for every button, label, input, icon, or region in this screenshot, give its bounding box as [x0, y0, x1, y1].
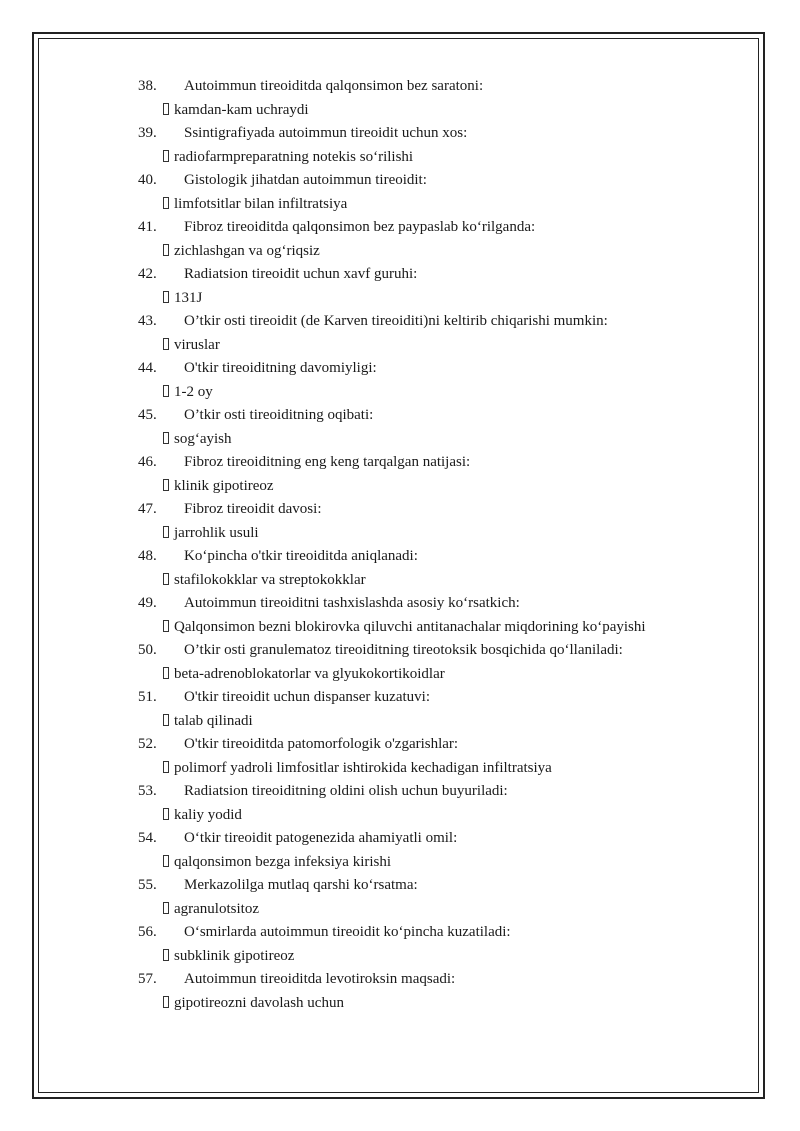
- question-line: [138, 968, 738, 992]
- question-line: [138, 733, 738, 757]
- answer-text: 1-2 oy: [174, 383, 213, 400]
- answer-text: sog‘ayish: [174, 430, 232, 447]
- question-text: O'tkir tireoidit uchun dispanser kuzatuvi:: [184, 689, 430, 705]
- answer-line: [138, 522, 738, 546]
- question-number: 46.: [138, 454, 157, 470]
- question-item: [138, 122, 738, 169]
- question-item: [138, 263, 738, 310]
- answer-line: [138, 99, 738, 123]
- question-item: [138, 498, 738, 545]
- answer-line: [138, 898, 738, 922]
- answer-text: kaliy yodid: [174, 806, 242, 823]
- checkbox-glyph-icon: [163, 996, 169, 1008]
- question-line: [138, 639, 738, 663]
- question-number: 55.: [138, 877, 157, 893]
- answer-text: agranulotsitoz: [174, 900, 259, 917]
- checkbox-glyph-icon: [163, 949, 169, 961]
- question-item: [138, 874, 738, 921]
- question-item: [138, 404, 738, 451]
- checkbox-glyph-icon: [163, 385, 169, 397]
- checkbox-glyph-icon: [163, 244, 169, 256]
- answer-line: [138, 804, 738, 828]
- answer-text: 131J: [174, 289, 203, 306]
- answer-text: polimorf yadroli limfositlar ishtirokida kechadigan infiltratsiya: [174, 759, 552, 776]
- question-number: 51.: [138, 689, 157, 705]
- question-text: Gistologik jihatdan autoimmun tireoidit:: [184, 172, 427, 188]
- answer-text: stafilokokklar va streptokokklar: [174, 571, 366, 588]
- question-line: [138, 263, 738, 287]
- checkbox-glyph-icon: [163, 526, 169, 538]
- question-text: O’tkir osti tireoidit (de Karven tireoiditi)ni keltirib chiqarishi mumkin:: [184, 313, 608, 329]
- answer-text: beta-adrenoblokatorlar va glyukokortikoidlar: [174, 665, 445, 682]
- question-line: [138, 122, 738, 146]
- checkbox-glyph-icon: [163, 432, 169, 444]
- question-text: Autoimmun tireoiditni tashxislashda asosiy ko‘rsatkich:: [184, 595, 520, 611]
- answer-line: [138, 240, 738, 264]
- question-number: 50.: [138, 642, 157, 658]
- checkbox-glyph-icon: [163, 197, 169, 209]
- answer-text: qalqonsimon bezga infeksiya kirishi: [174, 853, 392, 870]
- answer-line: [138, 851, 738, 875]
- checkbox-glyph-icon: [163, 620, 169, 632]
- checkbox-glyph-icon: [163, 103, 169, 115]
- question-item: [138, 75, 738, 122]
- question-number: 40.: [138, 172, 157, 188]
- question-line: [138, 75, 738, 99]
- answer-line: [138, 381, 738, 405]
- question-number: 54.: [138, 830, 157, 846]
- question-number: 52.: [138, 736, 157, 752]
- question-number: 48.: [138, 548, 157, 564]
- checkbox-glyph-icon: [163, 667, 169, 679]
- answer-line: [138, 945, 738, 969]
- question-text: O‘tkir tireoidit patogenezida ahamiyatli omil:: [184, 830, 458, 846]
- question-line: [138, 827, 738, 851]
- question-number: 45.: [138, 407, 157, 423]
- question-number: 39.: [138, 125, 157, 141]
- question-line: [138, 357, 738, 381]
- answer-line: [138, 616, 738, 640]
- question-number: 41.: [138, 219, 157, 235]
- answer-text: jarrohlik usuli: [174, 524, 259, 541]
- question-text: Fibroz tireoiditda qalqonsimon bez paypaslab ko‘rilganda:: [184, 219, 536, 235]
- question-line: [138, 686, 738, 710]
- question-text: O‘smirlarda autoimmun tireoidit ko‘pincha kuzatiladi:: [184, 924, 511, 940]
- answer-line: [138, 569, 738, 593]
- question-item: [138, 921, 738, 968]
- answer-text: kamdan-kam uchraydi: [174, 101, 309, 118]
- question-text: Fibroz tireoiditning eng keng tarqalgan natijasi:: [184, 454, 471, 470]
- question-line: [138, 216, 738, 240]
- question-item: [138, 968, 738, 1015]
- question-text: Radiatsion tireoiditning oldini olish uchun buyuriladi:: [184, 783, 508, 799]
- question-text: O'tkir tireoiditning davomiyligi:: [184, 360, 377, 376]
- checkbox-glyph-icon: [163, 761, 169, 773]
- question-item: [138, 216, 738, 263]
- question-number: 47.: [138, 501, 157, 517]
- answer-line: [138, 334, 738, 358]
- question-text: O’tkir osti granulematoz tireoiditning tireotoksik bosqichida qo‘llaniladi:: [184, 642, 623, 658]
- answer-text: limfotsitlar bilan infiltratsiya: [174, 195, 348, 212]
- question-text: Autoimmun tireoiditda levotiroksin maqsadi:: [184, 971, 456, 987]
- question-item: [138, 733, 738, 780]
- question-text: O’tkir osti tireoiditning oqibati:: [184, 407, 374, 423]
- question-text: Ssintigrafiyada autoimmun tireoidit uchun xos:: [184, 125, 468, 141]
- question-line: [138, 169, 738, 193]
- question-number: 53.: [138, 783, 157, 799]
- answer-line: [138, 146, 738, 170]
- question-line: [138, 451, 738, 475]
- question-line: [138, 874, 738, 898]
- answer-text: Qalqonsimon bezni blokirovka qiluvchi antitanachalar miqdorining ko‘payishi: [174, 618, 646, 635]
- checkbox-glyph-icon: [163, 573, 169, 585]
- question-line: [138, 921, 738, 945]
- question-number: 57.: [138, 971, 157, 987]
- question-item: [138, 357, 738, 404]
- answer-line: [138, 992, 738, 1016]
- question-item: [138, 545, 738, 592]
- question-text: Autoimmun tireoiditda qalqonsimon bez saratoni:: [184, 78, 484, 94]
- answer-text: talab qilinadi: [174, 712, 253, 729]
- question-text: O'tkir tireoiditda patomorfologik o'zgarishlar:: [184, 736, 459, 752]
- answer-text: radiofarmpreparatning notekis so‘rilishi: [174, 148, 414, 165]
- question-number: 38.: [138, 78, 157, 94]
- checkbox-glyph-icon: [163, 479, 169, 491]
- question-item: [138, 592, 738, 639]
- question-line: [138, 404, 738, 428]
- question-number: 44.: [138, 360, 157, 376]
- answer-line: [138, 663, 738, 687]
- checkbox-glyph-icon: [163, 338, 169, 350]
- question-number: 49.: [138, 595, 157, 611]
- checkbox-glyph-icon: [163, 808, 169, 820]
- question-text: Merkazolilga mutlaq qarshi ko‘rsatma:: [184, 877, 418, 893]
- question-text: Fibroz tireoidit davosi:: [184, 501, 322, 517]
- answer-text: zichlashgan va og‘riqsiz: [174, 242, 320, 259]
- answer-text: klinik gipotireoz: [174, 477, 274, 494]
- checkbox-glyph-icon: [163, 291, 169, 303]
- question-text: Radiatsion tireoidit uchun xavf guruhi:: [184, 266, 418, 282]
- question-item: [138, 451, 738, 498]
- answer-line: [138, 287, 738, 311]
- answer-text: gipotireozni davolash uchun: [174, 994, 344, 1011]
- answer-text: subklinik gipotireoz: [174, 947, 295, 964]
- answer-text: viruslar: [174, 336, 220, 353]
- checkbox-glyph-icon: [163, 714, 169, 726]
- answer-line: [138, 428, 738, 452]
- question-item: [138, 310, 738, 357]
- question-text: Ko‘pincha o'tkir tireoiditda aniqlanadi:: [184, 548, 418, 564]
- checkbox-glyph-icon: [163, 855, 169, 867]
- question-item: [138, 686, 738, 733]
- question-line: [138, 592, 738, 616]
- answer-line: [138, 475, 738, 499]
- question-number: 56.: [138, 924, 157, 940]
- question-number: 42.: [138, 266, 157, 282]
- question-item: [138, 169, 738, 216]
- question-line: [138, 498, 738, 522]
- question-list: [138, 75, 738, 1015]
- question-item: [138, 639, 738, 686]
- answer-line: [138, 193, 738, 217]
- answer-line: [138, 757, 738, 781]
- question-item: [138, 780, 738, 827]
- question-line: [138, 545, 738, 569]
- question-number: 43.: [138, 313, 157, 329]
- question-line: [138, 310, 738, 334]
- answer-line: [138, 710, 738, 734]
- question-item: [138, 827, 738, 874]
- question-line: [138, 780, 738, 804]
- checkbox-glyph-icon: [163, 150, 169, 162]
- checkbox-glyph-icon: [163, 902, 169, 914]
